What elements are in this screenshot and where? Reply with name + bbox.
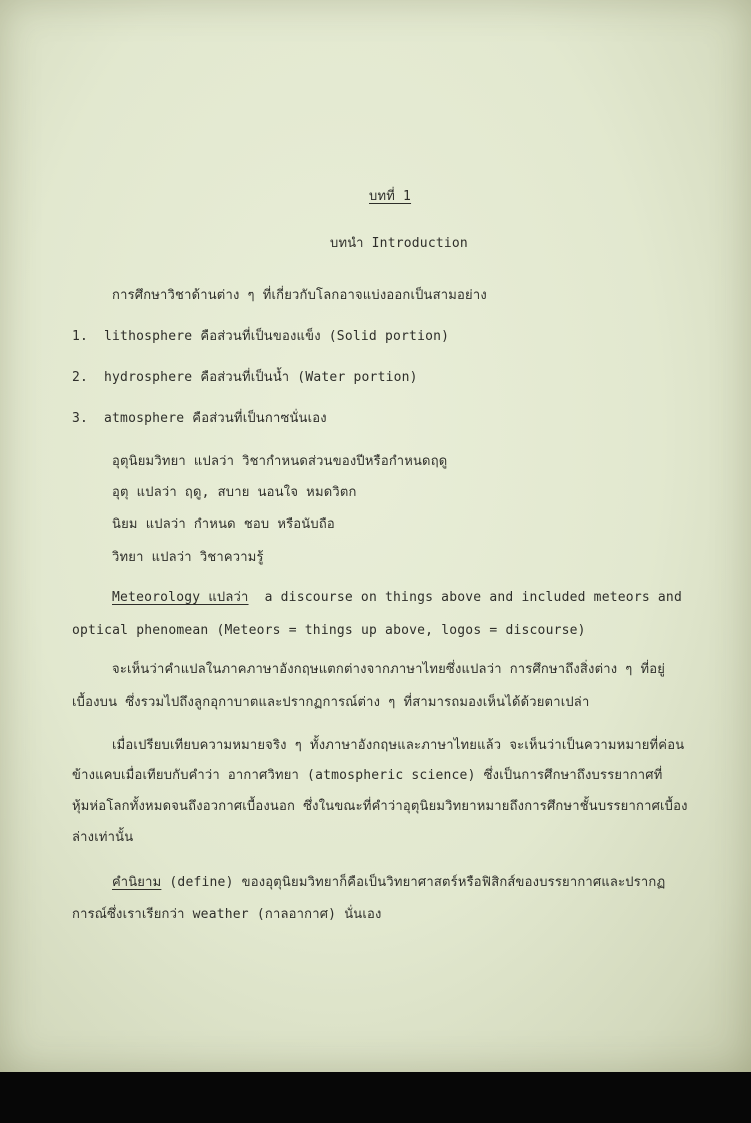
list-text: atmosphere คือส่วนที่เป็นกาซนั่นเอง [104, 411, 327, 426]
definition-line: นิยม แปลว่า กำหนด ชอบ หรือนับถือ [112, 517, 335, 532]
paragraph-line: ล่างเท่านั้น [72, 830, 134, 845]
define-line-1 [112, 875, 665, 891]
scan-bottom-border [0, 1072, 751, 1123]
intro-line: การศึกษาวิชาด้านต่าง ๆ ที่เกี่ยวกับโลกอาจแบ่งออกเป็นสามอย่าง [112, 288, 487, 303]
definition-line: อุตุนิยมวิทยา แปลว่า วิชากำหนดส่วนของปีหรือกำหนดฤดู [112, 454, 448, 469]
paragraph-line: ข้างแคบเมื่อเทียบกับคำว่า อากาศวิทยา (atmospheric science) ซึ่งเป็นการศึกษาถึงบรรยากาศที่ [72, 768, 663, 783]
meteorology-term: Meteorology แปลว่า [112, 590, 249, 605]
chapter-heading: บทนำ Introduction [330, 236, 468, 251]
paragraph-line: เมื่อเปรียบเทียบความหมายจริง ๆ ทั้งภาษาอังกฤษและภาษาไทยแล้ว จะเห็นว่าเป็นความหมายที่ค่อน [112, 738, 685, 753]
list-text: lithosphere คือส่วนที่เป็นของแข็ง (Solid portion) [104, 329, 450, 344]
chapter-label: บทที่ 1 [369, 189, 412, 204]
list-number: 3. [72, 411, 89, 426]
meteorology-text: a discourse on things above and included meteors and [264, 590, 682, 605]
list-item [72, 329, 449, 345]
meteorology-line-2: optical phenomean (Meteors = things up above, logos = discourse) [72, 623, 586, 638]
paragraph-line: เบื้องบน ซึ่งรวมไปถึงลูกอุกาบาตและปรากฏการณ์ต่าง ๆ ที่สามารถมองเห็นได้ด้วยตาเปล่า [72, 695, 590, 710]
paragraph-line: จะเห็นว่าคำแปลในภาคภาษาอังกฤษแตกต่างจากภาษาไทยซึ่งแปลว่า การศึกษาถึงสิ่งต่าง ๆ ที่อยู่ [112, 662, 666, 677]
definition-line: อุตุ แปลว่า ฤดู, สบาย นอนใจ หมดวิตก [112, 485, 357, 500]
define-term: คำนิยาม [112, 875, 162, 890]
list-number: 2. [72, 370, 89, 385]
define-line-2: การณ์ซึ่งเราเรียกว่า weather (กาลอากาศ) นั่นเอง [72, 907, 382, 922]
list-item [72, 370, 418, 386]
meteorology-line-1 [112, 590, 682, 606]
list-item [72, 411, 327, 427]
paragraph-line: หุ้มห่อโลกทั้งหมดจนถึงอวกาศเบื้องนอก ซึ่งในขณะที่คำว่าอุตุนิยมวิทยาหมายถึงการศึกษาชั้นบรรยากาศเบื้อง [72, 799, 688, 814]
define-text: (define) ของอุตุนิยมวิทยาก็คือเป็นวิทยาศาสตร์หรือฟิสิกส์ของบรรยากาศและปรากฏ [161, 875, 666, 890]
definition-line: วิทยา แปลว่า วิชาความรู้ [112, 550, 264, 565]
list-text: hydrosphere คือส่วนที่เป็นน้ำ (Water portion) [104, 370, 418, 385]
list-number: 1. [72, 329, 89, 344]
